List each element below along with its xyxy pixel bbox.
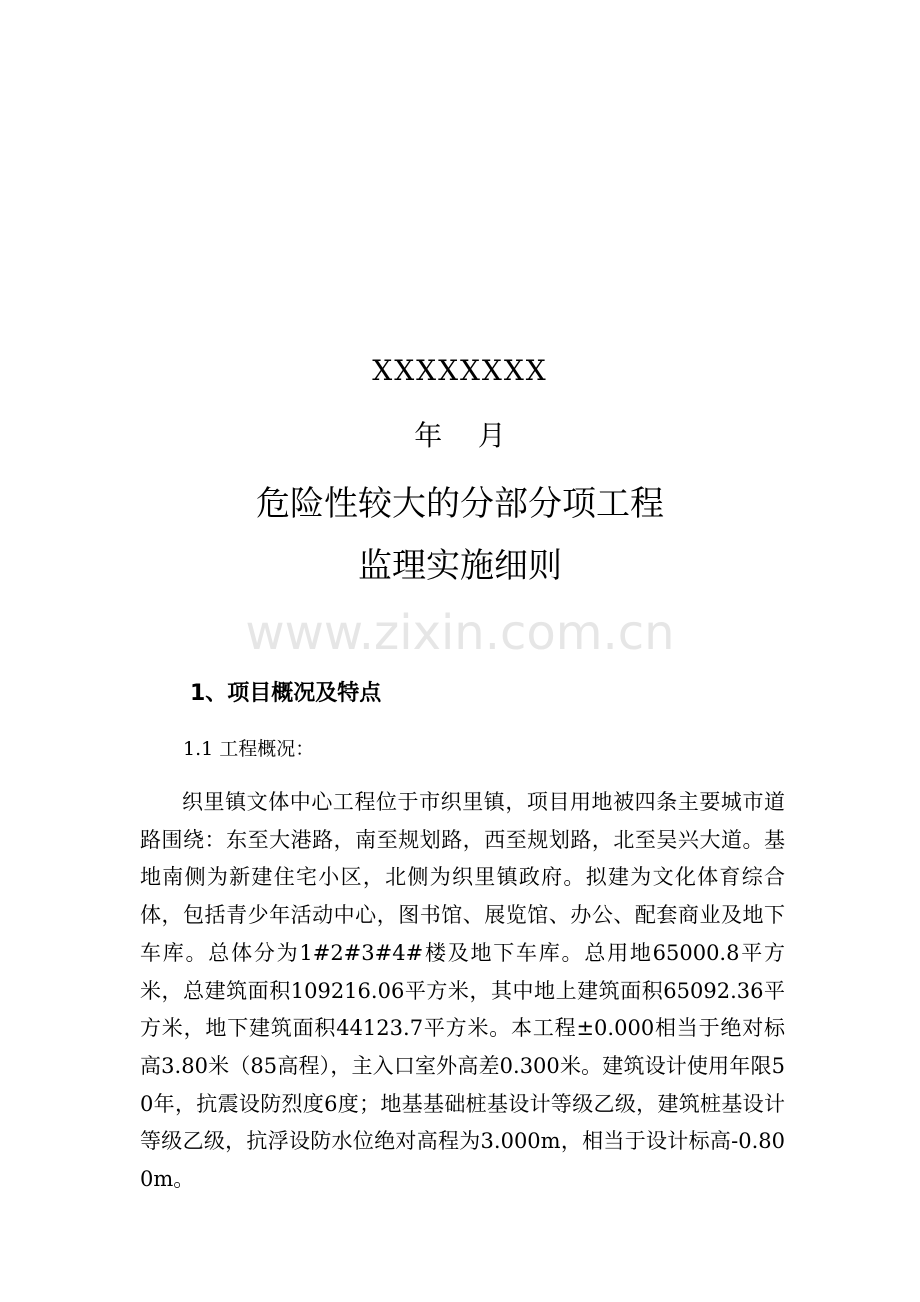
section-heading: 1、项目概况及特点	[190, 681, 382, 706]
cover-code: XXXXXXXX	[372, 354, 548, 387]
date-line: 年 月	[414, 419, 506, 452]
watermark: www.zixin.com.cn	[245, 605, 675, 661]
body-paragraph: 织里镇文体中心工程位于市织里镇，项目用地被四条主要城市道路围绕：东至大港路，南至规划路，西至规划路，北至吴兴大道。基地南侧为新建住宅小区，北侧为织里镇政府。拟建为文化体育综合体，包括青少年活动中心，图书馆、展览馆、办公、配套商业及地下车库。总体分为1#2#3#4#楼及地下车库。总用地65000.8平方米，总建筑面积109216.06平方米，其中地上建筑面积65092.36平方米，地下建筑面积44123.7平方米。本工程±0.000相当于绝对标高3.80米（85高程），主入口室外高差0.300米。建筑设计使用年限50年，抗震设防烈度6度；地基基础桩基设计等级乙级，建筑桩基设计等级乙级，抗浮设防水位绝对高程为3.000m，相当于设计标高-0.800m。	[140, 790, 785, 1192]
subsection-heading: 1.1 工程概况：	[183, 738, 315, 760]
document-title-line2: 监理实施细则	[358, 546, 562, 586]
document-title-line1: 危险性较大的分部分项工程	[256, 484, 664, 524]
